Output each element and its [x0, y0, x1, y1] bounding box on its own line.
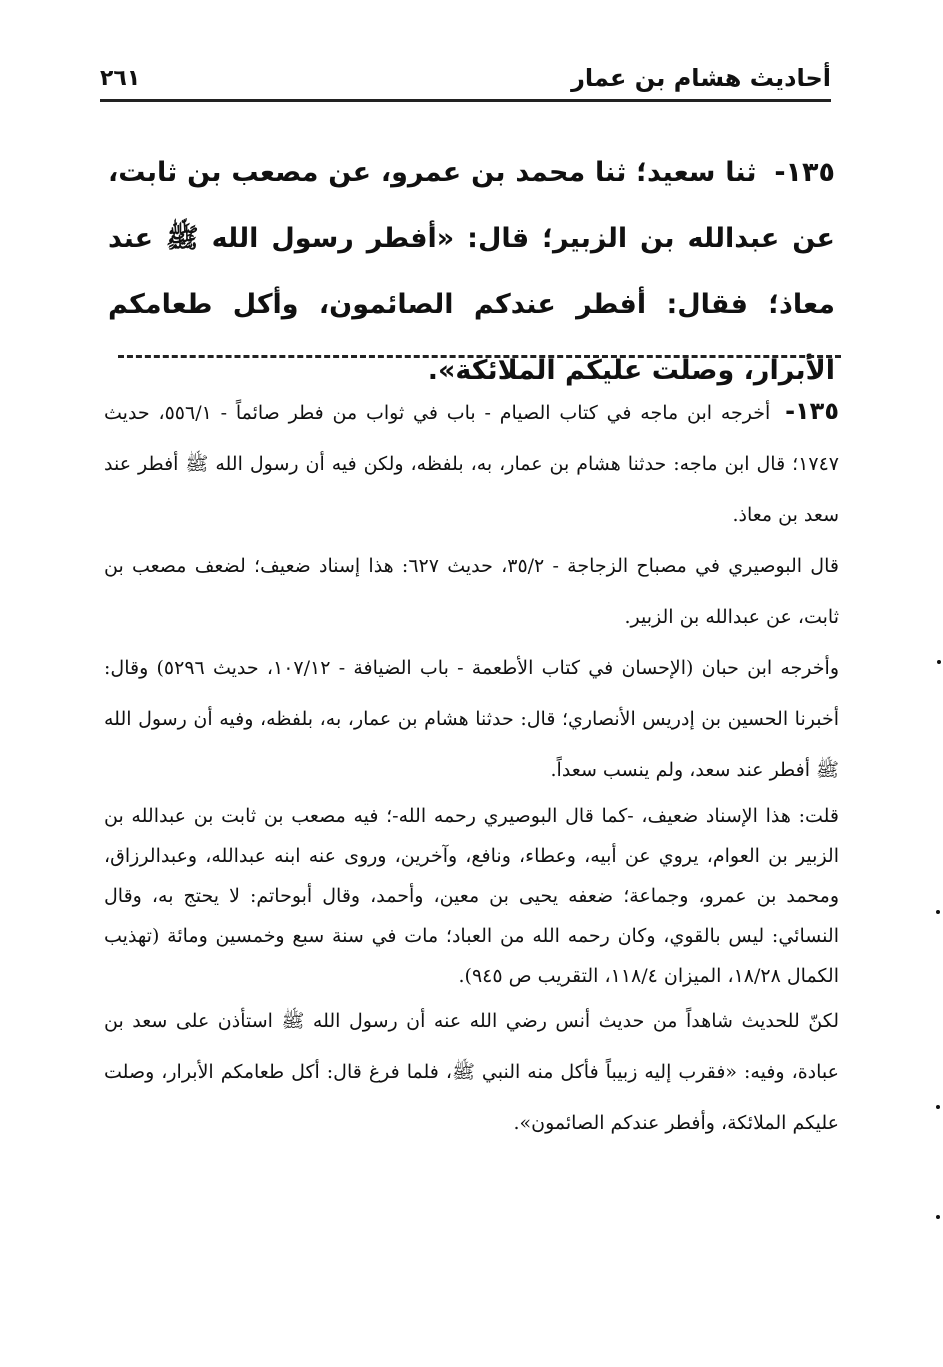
- footnote-paragraph-3: [104, 643, 839, 796]
- footnote-text-5: لكنّ للحديث شاهداً من حديث أنس رضي الله عنه أن رسول الله ﷺ استأذن على سعد بن عبادة، وفيه: «فقرب إليه زبيباً فأكل منه النبي ﷺ، فلما فرغ قال: أكل طعامكم الأبرار، وصلت عليكم الملائكة، وأفطر عندكم الصائمون».: [104, 1010, 839, 1134]
- page-header: [100, 62, 831, 102]
- scan-mark: [936, 1105, 940, 1109]
- footnotes: [104, 386, 839, 1149]
- footnote-number: ١٣٥-: [785, 397, 839, 425]
- footnote-paragraph-2: [104, 541, 839, 643]
- footnote-paragraph-1: [104, 386, 839, 541]
- footnote-text-1: أخرجه ابن ماجه في كتاب الصيام - باب في ثواب من فطر صائماً - ٥٥٦/١، حديث ١٧٤٧؛ قال ابن ماجه: حدثنا هشام بن عمار، به، بلفظه، ولكن فيه أن رسول الله ﷺ أفطر عند سعد بن معاذ.: [104, 402, 839, 526]
- footnote-paragraph-5: [104, 996, 839, 1149]
- page-number: ٢٦١: [100, 66, 141, 91]
- hadith-text: [108, 140, 835, 404]
- hadith-number: ١٣٥-: [774, 157, 835, 188]
- footnote-text-4: قلت: هذا الإسناد ضعيف، -كما قال البوصيري رحمه الله-؛ فيه مصعب بن ثابت بن عبدالله بن الزبير بن العوام، يروي عن أبيه، وعطاء، ونافع، وآخرين، وروى عنه ابنه عبدالله، وعبدالرزاق، ومحمد بن عمرو، وجماعة؛ ضعفه يحيى بن معين، وأحمد، وقال أبوحاتم: لا يحتج به، وقال النسائي: ليس بالقوي، وكان رحمه الله من العباد؛ مات في سنة سبع وخمسين ومائة (تهذيب الكمال ١٨/٢٨، الميزان ١١٨/٤، التقريب ص ٩٤٥).: [104, 805, 839, 987]
- header-rule: [100, 99, 831, 102]
- footnote-paragraph-4: [104, 796, 839, 996]
- footnote-text-2: قال البوصيري في مصباح الزجاجة - ٣٥/٢، حديث ٦٢٧: هذا إسناد ضعيف؛ لضعف مصعب بن ثابت، عن عبدالله بن الزبير.: [104, 555, 839, 628]
- running-title: أحاديث هشام بن عمار: [571, 64, 831, 92]
- scan-mark: [936, 1215, 940, 1219]
- scan-mark: [937, 660, 941, 664]
- footnote-text-3: وأخرجه ابن حبان (الإحسان في كتاب الأطعمة - باب الضيافة - ١٠٧/١٢، حديث ٥٢٩٦) وقال: أخبرنا الحسين بن إدريس الأنصاري؛ قال: حدثنا هشام بن عمار، به، بلفظه، وفيه أن رسول الله ﷺ أفطر عند سعد، ولم ينسب سعداً.: [104, 657, 839, 781]
- footnote-separator: [118, 355, 841, 358]
- hadith-body: ثنا سعيد؛ ثنا محمد بن عمرو، عن مصعب بن ثابت، عن عبدالله بن الزبير؛ قال: «أفطر رسول الله ﷺ عند معاذ؛ فقال: أفطر عندكم الصائمون، وأكل طعامكم الأبرار، وصلت عليكم الملائكة».: [108, 157, 835, 386]
- scan-mark: [936, 910, 940, 914]
